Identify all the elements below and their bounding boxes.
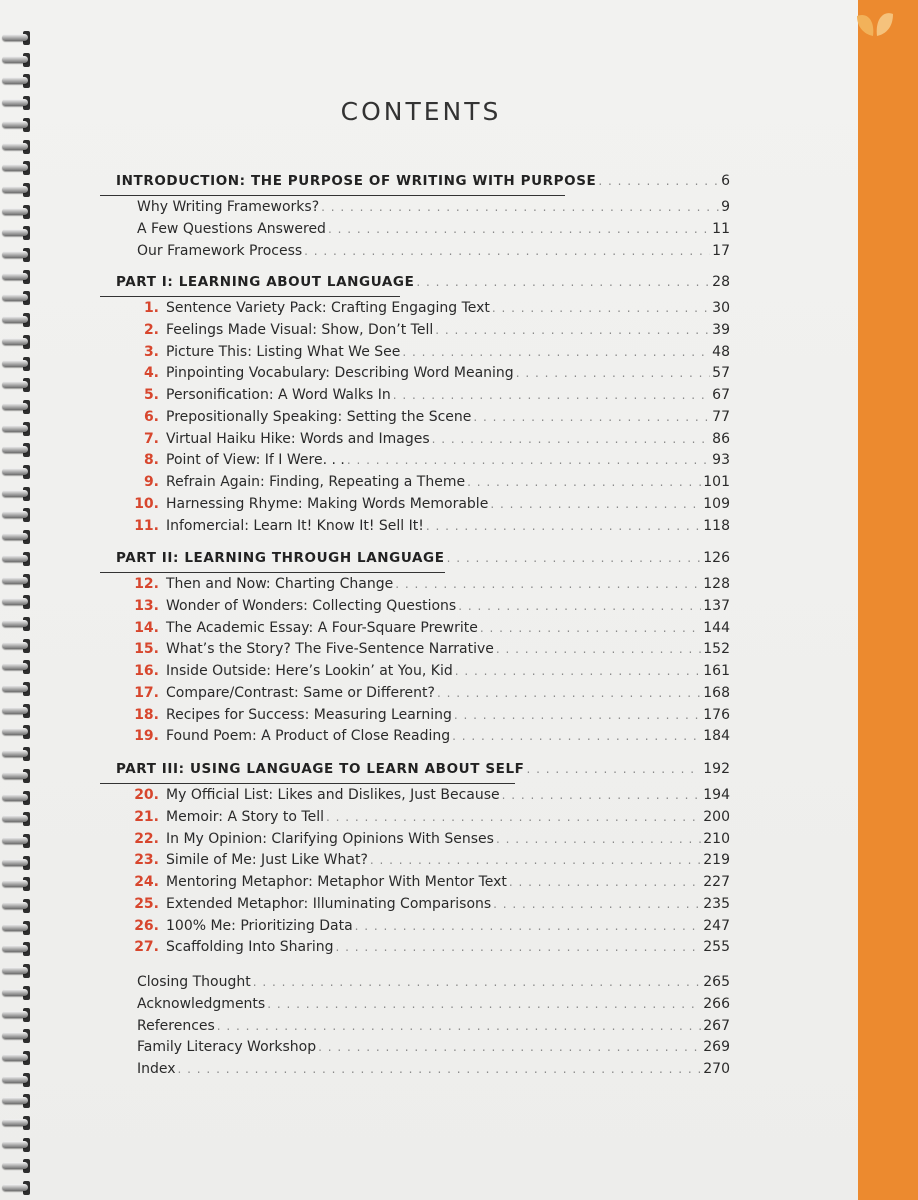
spiral-coil bbox=[2, 920, 32, 938]
spiral-coil bbox=[2, 529, 32, 547]
intro-item-row bbox=[137, 199, 730, 221]
chapter-number: 7. bbox=[143, 430, 159, 447]
spiral-coil bbox=[2, 160, 32, 178]
spiral-coil bbox=[2, 1158, 32, 1176]
entry-title: Family Literacy Workshop bbox=[137, 1039, 317, 1056]
chapter-row bbox=[129, 918, 730, 940]
page-number: 101 bbox=[703, 474, 730, 490]
dot-leader bbox=[402, 345, 710, 359]
spiral-coil bbox=[2, 204, 32, 222]
chapter-row bbox=[129, 431, 730, 453]
chapter-row bbox=[129, 576, 730, 598]
page-number: 266 bbox=[703, 995, 730, 1012]
spiral-coil bbox=[2, 377, 32, 395]
chapter-row bbox=[129, 365, 730, 387]
entry-title: Picture This: Listing What We See bbox=[166, 343, 401, 360]
back-matter-row bbox=[137, 996, 730, 1018]
chapter-number: 19. bbox=[134, 728, 159, 745]
dot-leader bbox=[336, 940, 702, 954]
page-number: 28 bbox=[712, 274, 730, 290]
spiral-coil bbox=[2, 464, 32, 482]
entry-title: Extended Metaphor: Illuminating Comparisons bbox=[166, 895, 492, 912]
chapter-row bbox=[129, 787, 730, 809]
entry-title: Closing Thought bbox=[137, 974, 251, 990]
chapter-number: 17. bbox=[134, 684, 159, 701]
chapter-number: 11. bbox=[134, 517, 159, 534]
spiral-coil bbox=[2, 507, 32, 525]
chapter-number: 5. bbox=[143, 387, 159, 403]
dot-leader bbox=[490, 497, 701, 511]
page-number: 194 bbox=[703, 787, 730, 803]
dot-leader bbox=[435, 323, 710, 337]
entry-title: Feelings Made Visual: Show, Don’t Tell bbox=[166, 321, 434, 338]
spiral-coil bbox=[2, 746, 32, 764]
spiral-coil bbox=[2, 1137, 32, 1155]
entry-title: Why Writing Frameworks? bbox=[137, 199, 320, 215]
part-title: PART III: USING LANGUAGE TO LEARN ABOUT SELF bbox=[116, 761, 525, 777]
spiral-coil bbox=[2, 963, 32, 981]
chapter-row bbox=[129, 809, 730, 831]
page-number: 265 bbox=[703, 974, 730, 990]
page-number: 200 bbox=[703, 808, 730, 825]
entry-title: Pinpointing Vocabulary: Describing Word Meaning bbox=[166, 365, 514, 382]
page-number: 39 bbox=[712, 321, 730, 338]
page-number: 118 bbox=[703, 517, 730, 534]
spiral-coil bbox=[2, 182, 32, 200]
dot-leader bbox=[370, 853, 701, 867]
dot-leader bbox=[480, 621, 701, 635]
chapter-number: 3. bbox=[143, 343, 159, 360]
spiral-coil bbox=[2, 1093, 32, 1111]
chapter-number: 18. bbox=[134, 706, 159, 723]
entry-title: Then and Now: Charting Change bbox=[166, 576, 394, 592]
spiral-coil bbox=[2, 898, 32, 916]
spiral-coil bbox=[2, 1028, 32, 1046]
page-number: 144 bbox=[703, 619, 730, 636]
chapter-number: 14. bbox=[134, 619, 159, 636]
entry-title: Inside Outside: Here’s Lookin’ at You, Kid bbox=[166, 663, 453, 679]
spiral-coil bbox=[2, 312, 32, 330]
dot-leader bbox=[318, 1040, 701, 1054]
chapter-number: 25. bbox=[134, 895, 159, 912]
chapter-number: 12. bbox=[134, 576, 159, 592]
spiral-coil bbox=[2, 290, 32, 308]
spiral-binding bbox=[0, 0, 38, 1200]
entry-title: Point of View: If I Were. . . bbox=[166, 452, 345, 469]
dot-leader bbox=[347, 453, 710, 467]
page-number: 57 bbox=[712, 365, 730, 382]
dot-leader bbox=[321, 200, 719, 214]
dot-leader bbox=[509, 875, 701, 889]
part-heading-row bbox=[116, 550, 730, 572]
chapter-row bbox=[129, 641, 730, 663]
spiral-coil bbox=[2, 269, 32, 287]
spiral-coil bbox=[2, 638, 32, 656]
page-number: 227 bbox=[703, 874, 730, 890]
entry-title: Virtual Haiku Hike: Words and Images bbox=[166, 430, 430, 447]
part-title: PART I: LEARNING ABOUT LANGUAGE bbox=[116, 274, 415, 290]
spiral-coil bbox=[2, 1050, 32, 1068]
page-number: 126 bbox=[703, 550, 730, 566]
spiral-coil bbox=[2, 73, 32, 91]
spiral-coil bbox=[2, 768, 32, 786]
entry-title: Infomercial: Learn It! Know It! Sell It! bbox=[166, 517, 424, 534]
page-number: 152 bbox=[703, 641, 730, 658]
spiral-coil bbox=[2, 399, 32, 417]
dot-leader bbox=[426, 519, 701, 533]
chapter-row bbox=[129, 685, 730, 707]
entry-title: 100% Me: Prioritizing Data bbox=[166, 917, 353, 934]
chapter-row bbox=[129, 518, 730, 540]
entry-title: Scaffolding Into Sharing bbox=[166, 939, 334, 956]
dot-leader bbox=[473, 410, 710, 424]
spiral-coil bbox=[2, 247, 32, 265]
entry-title: My Official List: Likes and Dislikes, Just Because bbox=[166, 787, 500, 803]
page-number: 168 bbox=[703, 684, 730, 701]
entry-title: Mentoring Metaphor: Metaphor With Mentor Text bbox=[166, 874, 507, 890]
chapter-number: 22. bbox=[134, 830, 159, 847]
spiral-coil bbox=[2, 1072, 32, 1090]
page-title: CONTENTS bbox=[340, 97, 502, 126]
entry-title: Memoir: A Story to Tell bbox=[166, 808, 324, 825]
part-underline bbox=[100, 783, 515, 784]
chapter-number: 10. bbox=[134, 495, 159, 512]
dot-leader bbox=[598, 174, 719, 188]
chapter-number: 15. bbox=[134, 641, 159, 658]
intro-item-row bbox=[137, 243, 730, 265]
dot-leader bbox=[178, 1062, 702, 1076]
dot-leader bbox=[355, 919, 702, 933]
chapter-number: 21. bbox=[134, 808, 159, 825]
page-number: 210 bbox=[703, 830, 730, 847]
chapter-row bbox=[129, 939, 730, 961]
chapter-row bbox=[129, 300, 730, 322]
page-number: 192 bbox=[703, 761, 730, 777]
dot-leader bbox=[217, 1019, 701, 1033]
entry-title: Compare/Contrast: Same or Different? bbox=[166, 684, 435, 701]
page-number: 9 bbox=[721, 199, 730, 215]
chapter-row bbox=[129, 496, 730, 518]
part-underline bbox=[100, 296, 400, 297]
page-number: 6 bbox=[721, 173, 730, 189]
dot-leader bbox=[395, 577, 701, 591]
entry-title: Recipes for Success: Measuring Learning bbox=[166, 706, 452, 723]
spiral-coil bbox=[2, 876, 32, 894]
page-number: 184 bbox=[703, 728, 730, 745]
dot-leader bbox=[328, 222, 710, 236]
entry-title: Harnessing Rhyme: Making Words Memorable bbox=[166, 495, 489, 512]
dot-leader bbox=[493, 897, 701, 911]
entry-title: References bbox=[137, 1017, 215, 1034]
part-heading-row bbox=[116, 274, 730, 296]
spiral-coil bbox=[2, 139, 32, 157]
spiral-coil bbox=[2, 551, 32, 569]
entry-title: A Few Questions Answered bbox=[137, 220, 326, 237]
part-underline bbox=[100, 572, 445, 573]
dot-leader bbox=[253, 975, 702, 989]
chapter-number: 6. bbox=[143, 408, 159, 425]
dot-leader bbox=[304, 244, 710, 258]
chapter-number: 13. bbox=[134, 597, 159, 614]
spiral-coil bbox=[2, 790, 32, 808]
entry-title: Found Poem: A Product of Close Reading bbox=[166, 728, 451, 745]
part-underline bbox=[100, 195, 565, 196]
spiral-coil bbox=[2, 334, 32, 352]
entry-title: Simile of Me: Just Like What? bbox=[166, 852, 368, 869]
spiral-coil bbox=[2, 95, 32, 113]
dot-leader bbox=[496, 642, 701, 656]
chapter-number: 24. bbox=[134, 874, 159, 890]
page-number: 235 bbox=[703, 895, 730, 912]
dot-leader bbox=[502, 788, 702, 802]
dot-leader bbox=[467, 475, 701, 489]
page-number: 109 bbox=[703, 495, 730, 512]
part-heading-row bbox=[116, 761, 730, 783]
part-title: INTRODUCTION: THE PURPOSE OF WRITING WITH PURPOSE bbox=[116, 173, 597, 189]
spiral-coil bbox=[2, 225, 32, 243]
entry-title: Prepositionally Speaking: Setting the Scene bbox=[166, 408, 472, 425]
page-number: 247 bbox=[703, 917, 730, 934]
part-title: PART II: LEARNING THROUGH LANGUAGE bbox=[116, 550, 445, 566]
chapter-number: 8. bbox=[143, 452, 159, 469]
back-matter-row bbox=[137, 974, 730, 996]
intro-item-row bbox=[137, 221, 730, 243]
chapter-number: 26. bbox=[134, 917, 159, 934]
spiral-coil bbox=[2, 941, 32, 959]
spiral-coil bbox=[2, 421, 32, 439]
chapter-number: 2. bbox=[143, 321, 159, 338]
page-number: 11 bbox=[712, 220, 730, 237]
page-number: 48 bbox=[712, 343, 730, 360]
spiral-coil bbox=[2, 724, 32, 742]
page-number: 176 bbox=[703, 706, 730, 723]
entry-title: Wonder of Wonders: Collecting Questions bbox=[166, 597, 457, 614]
entry-title: Personification: A Word Walks In bbox=[166, 387, 391, 403]
spiral-coil bbox=[2, 1180, 32, 1198]
chapter-row bbox=[129, 663, 730, 685]
chapter-row bbox=[129, 387, 730, 409]
entry-title: Sentence Variety Pack: Crafting Engaging Text bbox=[166, 300, 490, 316]
spiral-coil bbox=[2, 855, 32, 873]
chapter-row bbox=[129, 728, 730, 750]
entry-title: The Academic Essay: A Four-Square Prewrite bbox=[166, 619, 478, 636]
spiral-coil bbox=[2, 1007, 32, 1025]
page-number: 17 bbox=[712, 242, 730, 259]
entry-title: What’s the Story? The Five-Sentence Narrative bbox=[166, 641, 494, 658]
spiral-coil bbox=[2, 703, 32, 721]
dot-leader bbox=[454, 708, 701, 722]
spiral-coil bbox=[2, 594, 32, 612]
dot-leader bbox=[393, 388, 710, 402]
dot-leader bbox=[452, 729, 701, 743]
page-number: 30 bbox=[712, 300, 730, 316]
chapter-row bbox=[129, 852, 730, 874]
spiral-coil bbox=[2, 356, 32, 374]
orange-edge-band bbox=[858, 0, 918, 1200]
page-number: 269 bbox=[703, 1039, 730, 1056]
entry-title: Acknowledgments bbox=[137, 995, 266, 1012]
chapter-row bbox=[129, 474, 730, 496]
chapter-number: 23. bbox=[134, 852, 159, 869]
spiral-coil bbox=[2, 486, 32, 504]
spiral-coil bbox=[2, 681, 32, 699]
chapter-row bbox=[129, 707, 730, 729]
back-matter-row bbox=[137, 1039, 730, 1061]
chapter-row bbox=[129, 452, 730, 474]
entry-title: Index bbox=[137, 1061, 176, 1077]
spiral-coil bbox=[2, 811, 32, 829]
chapter-row bbox=[129, 874, 730, 896]
dot-leader bbox=[416, 275, 710, 289]
dot-leader bbox=[458, 599, 701, 613]
intro-heading-row bbox=[116, 173, 730, 195]
chapter-number: 16. bbox=[134, 663, 159, 679]
chapter-number: 1. bbox=[143, 300, 159, 316]
page-number: 77 bbox=[712, 408, 730, 425]
dot-leader bbox=[527, 762, 702, 776]
entry-title: Our Framework Process bbox=[137, 242, 303, 259]
dot-leader bbox=[432, 432, 711, 446]
dot-leader bbox=[326, 810, 701, 824]
page-number: 255 bbox=[703, 939, 730, 956]
entry-title: In My Opinion: Clarifying Opinions With Senses bbox=[166, 830, 494, 847]
chapter-number: 9. bbox=[143, 474, 159, 490]
page-number: 86 bbox=[712, 430, 730, 447]
spiral-coil bbox=[2, 117, 32, 135]
chapter-row bbox=[129, 620, 730, 642]
chapter-number: 20. bbox=[134, 787, 159, 803]
spiral-coil bbox=[2, 1115, 32, 1133]
chapter-row bbox=[129, 344, 730, 366]
page-number: 93 bbox=[712, 452, 730, 469]
chapter-row bbox=[129, 896, 730, 918]
back-matter-row bbox=[137, 1018, 730, 1040]
page-number: 267 bbox=[703, 1017, 730, 1034]
dot-leader bbox=[267, 997, 701, 1011]
back-matter-row bbox=[137, 1061, 730, 1083]
page-number: 137 bbox=[703, 597, 730, 614]
dot-leader bbox=[455, 664, 702, 678]
leaf-logo-icon bbox=[855, 8, 895, 48]
spiral-coil bbox=[2, 616, 32, 634]
spiral-coil bbox=[2, 442, 32, 460]
chapter-number: 27. bbox=[134, 939, 159, 956]
page-number: 128 bbox=[703, 576, 730, 592]
chapter-number: 4. bbox=[143, 365, 159, 382]
dot-leader bbox=[447, 551, 702, 565]
spiral-coil bbox=[2, 833, 32, 851]
dot-leader bbox=[496, 832, 701, 846]
page-number: 219 bbox=[703, 852, 730, 869]
dot-leader bbox=[437, 686, 701, 700]
chapter-row bbox=[129, 322, 730, 344]
spiral-coil bbox=[2, 52, 32, 70]
dot-leader bbox=[516, 366, 710, 380]
spiral-coil bbox=[2, 573, 32, 591]
chapter-row bbox=[129, 598, 730, 620]
spiral-coil bbox=[2, 985, 32, 1003]
spiral-coil bbox=[2, 659, 32, 677]
dot-leader bbox=[492, 301, 710, 315]
chapter-row bbox=[129, 831, 730, 853]
page-number: 270 bbox=[703, 1061, 730, 1077]
spiral-coil bbox=[2, 30, 32, 48]
page-number: 67 bbox=[712, 387, 730, 403]
entry-title: Refrain Again: Finding, Repeating a Theme bbox=[166, 474, 466, 490]
chapter-row bbox=[129, 409, 730, 431]
page-number: 161 bbox=[703, 663, 730, 679]
